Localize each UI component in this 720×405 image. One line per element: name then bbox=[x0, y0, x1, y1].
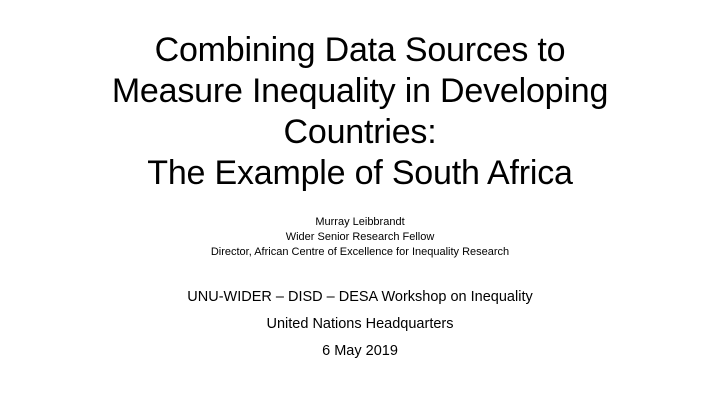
event-date: 6 May 2019 bbox=[322, 343, 398, 359]
event-block bbox=[60, 284, 660, 365]
slide-title bbox=[40, 30, 680, 194]
title-line-1: Combining Data Sources to bbox=[154, 31, 566, 69]
title-line-2: Measure Inequality in Developing bbox=[111, 72, 609, 110]
event-venue: United Nations Headquarters bbox=[266, 316, 454, 332]
event-workshop: UNU-WIDER – DISD – DESA Workshop on Inequality bbox=[187, 289, 533, 305]
title-line-3: Countries: bbox=[283, 113, 437, 151]
presenter-block bbox=[60, 215, 660, 260]
presenter-role-director: Director, African Centre of Excellence for Inequality Research bbox=[210, 246, 510, 258]
title-line-4: The Example of South Africa bbox=[147, 154, 573, 192]
presenter-role-fellow: Wider Senior Research Fellow bbox=[285, 231, 435, 243]
presenter-name: Murray Leibbrandt bbox=[315, 216, 405, 228]
